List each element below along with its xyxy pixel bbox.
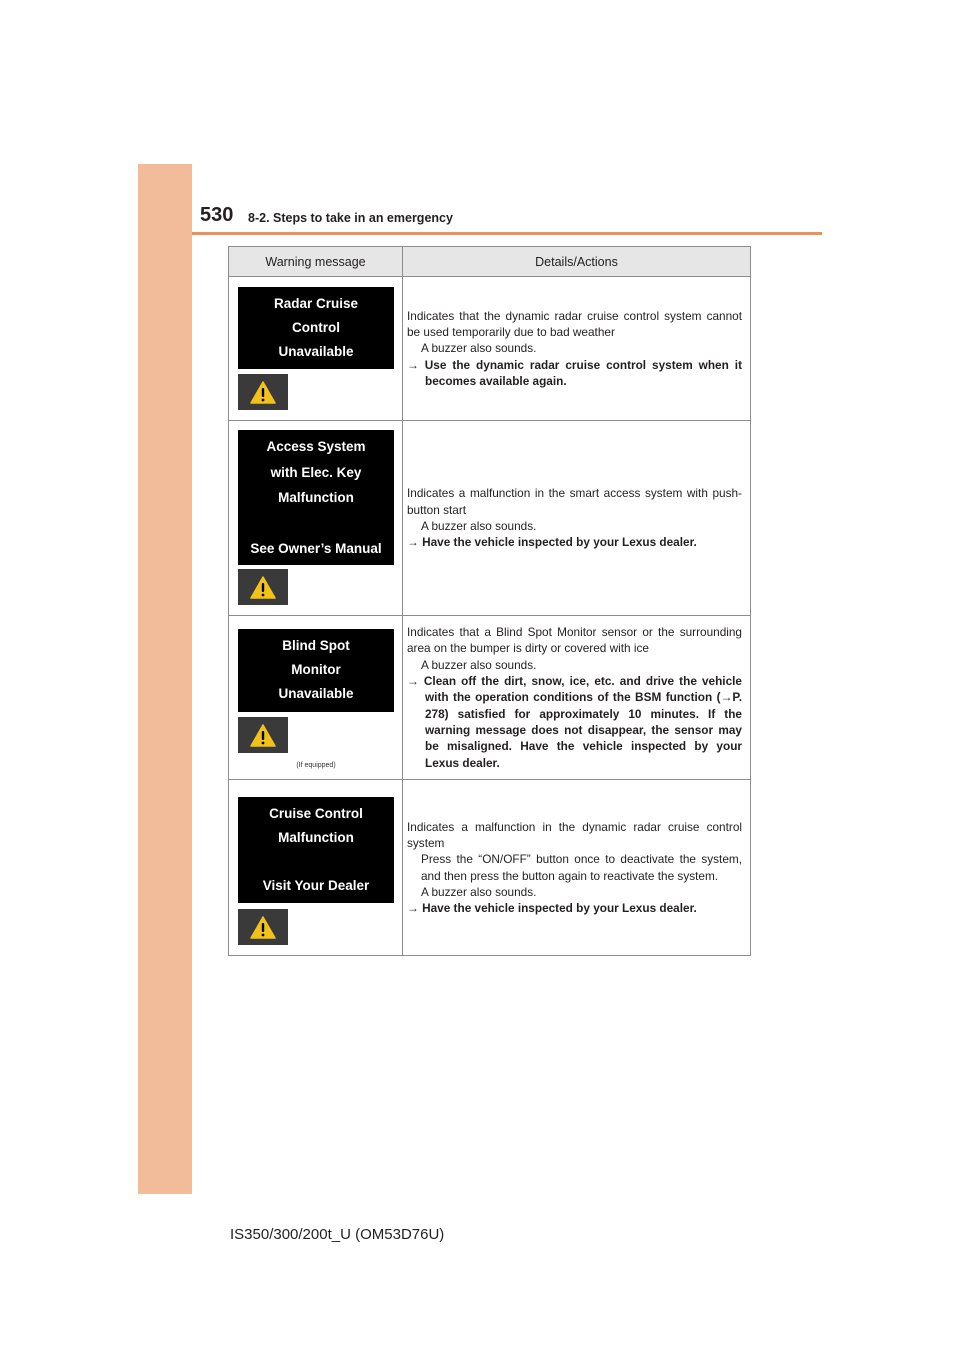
- if-equipped-caption: (If equipped): [296, 762, 336, 769]
- warning-image-cell: [229, 616, 403, 780]
- warning-triangle-icon: [238, 909, 288, 945]
- arrow-icon: →: [407, 901, 419, 916]
- warning-triangle-icon: [238, 569, 288, 605]
- warning-triangle-icon: [238, 374, 288, 410]
- column-header-details-actions: Details/Actions: [403, 247, 751, 277]
- display-screen: Radar Cruise Control Unavailable: [238, 287, 394, 369]
- warning-message-table: [228, 246, 751, 956]
- display-screen: Blind Spot Monitor Unavailable: [238, 629, 394, 712]
- table-row: [229, 277, 751, 421]
- chapter-sidebar-tab: [138, 164, 192, 1194]
- arrow-icon: →: [407, 535, 419, 550]
- page-number: 530: [200, 204, 234, 226]
- column-header-warning-message: Warning message: [229, 247, 403, 277]
- details-cell: Indicates that the dynamic radar cruise control system cannot be used temporarily due to bad weather A buzzer also sounds. → Use the dynamic radar cruise control system when it becomes available again.: [403, 277, 751, 421]
- warning-triangle-icon: [238, 717, 288, 753]
- table-row: [229, 616, 751, 780]
- display-screen: Cruise Control Malfunction Visit Your Dealer: [238, 797, 394, 903]
- footer-model-code: IS350/300/200t_U (OM53D76U): [230, 1226, 445, 1243]
- details-cell: Indicates a malfunction in the dynamic radar cruise control system Press the “ON/OFF” button once to deactivate the system, and then press the button again to reactivate the system. A buzzer also sounds. → Have the vehicle inspected by your Lexus dealer.: [403, 780, 751, 956]
- arrow-icon: →: [407, 357, 419, 372]
- display-screen: Access System with Elec. Key Malfunction See Owner’s Manual: [238, 430, 394, 565]
- warning-image-cell: [229, 780, 403, 956]
- details-cell: Indicates that a Blind Spot Monitor sensor or the surrounding area on the bumper is dirty or covered with ice A buzzer also sounds. → Clean off the dirt, snow, ice, etc. and drive the vehicle with the operation conditions of the BSM function (→P. 278) satisfied for approximately 10 minutes. If the warning message does not disappear, the sensor may be misaligned. Have the vehicle inspected by your Lexus dealer.: [403, 616, 751, 780]
- warning-image-cell: [229, 277, 403, 421]
- warning-image-cell: [229, 421, 403, 616]
- arrow-icon: →: [407, 674, 419, 689]
- header-rule: [192, 232, 822, 235]
- table-row: [229, 780, 751, 956]
- details-cell: Indicates a malfunction in the smart access system with push-button start A buzzer also sounds. → Have the vehicle inspected by your Lexus dealer.: [403, 421, 751, 616]
- table-row: [229, 421, 751, 616]
- section-title: 8-2. Steps to take in an emergency: [248, 211, 453, 225]
